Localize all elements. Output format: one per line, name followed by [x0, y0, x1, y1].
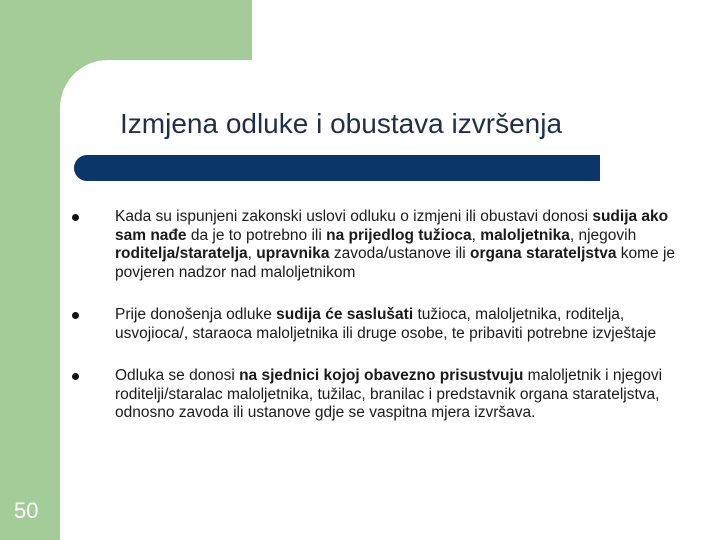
bullet-segment: , — [247, 245, 257, 262]
decorative-green-strip-left — [0, 0, 60, 540]
bullet-segment: zavoda/ustanove ili — [329, 245, 470, 262]
bullet-segment-bold: roditelja/staratelja — [115, 245, 248, 262]
slide-title: Izmjena odluke i obustava izvršenja — [120, 108, 563, 139]
bullet-segment: kome je povjeren nadzor nad maloljetnikom — [115, 245, 676, 281]
bullet-segment-bold: sudija će saslušati — [276, 306, 414, 323]
bullet-item-3 — [70, 367, 690, 423]
bullet-list — [70, 208, 690, 423]
bullet-item-2 — [70, 306, 690, 343]
bullet-segment: Prije donošenja odluke — [115, 306, 277, 323]
bullet-segment: tužioca, maloljetnika, roditelja, usvojioca/, staraoca maloljetnika ili druge osobe, te pribaviti potrebne izvještaje — [115, 306, 657, 342]
bullet-segment: Odluka se donosi — [115, 367, 240, 384]
bullet-segment: da je to potrebno ili — [186, 226, 327, 244]
bullet-text-2 — [115, 306, 690, 343]
bullet-segment-bold: organa starateljstva — [469, 245, 617, 262]
bullet-segment-bold: maloljetnika — [480, 226, 570, 244]
bullet-segment-bold: upravnika — [256, 245, 330, 262]
bullet-segment-bold: sudija ako sam nađe — [115, 208, 669, 244]
bullet-icon — [72, 214, 79, 221]
bullet-segment-bold: na sjednici kojoj obavezno prisustvuju — [239, 367, 524, 384]
title-underline-bar — [74, 155, 600, 181]
page-number: 50 — [14, 498, 39, 523]
bullet-segment: maloljetnik i njegovi roditelji/staralac maloljetnika, tužilac, branilac i predstavnik organa starateljstva, odnosno zavoda ili ustanove gdje se vaspitna mjera izvršava. — [115, 367, 663, 421]
bullet-segment: Kada su ispunjeni zakonski uslovi odluku o izmjeni ili obustavi donosi — [115, 208, 593, 225]
bullet-icon — [72, 373, 79, 380]
bullet-item-1 — [70, 208, 690, 282]
bullet-text-1 — [115, 208, 690, 282]
bullet-segment-bold: na prijedlog tužioca — [326, 226, 472, 244]
bullet-segment: , — [471, 226, 481, 244]
bullet-icon — [72, 312, 79, 319]
bullet-text-3 — [115, 367, 690, 423]
bullet-segment: , njegovih — [569, 226, 637, 244]
